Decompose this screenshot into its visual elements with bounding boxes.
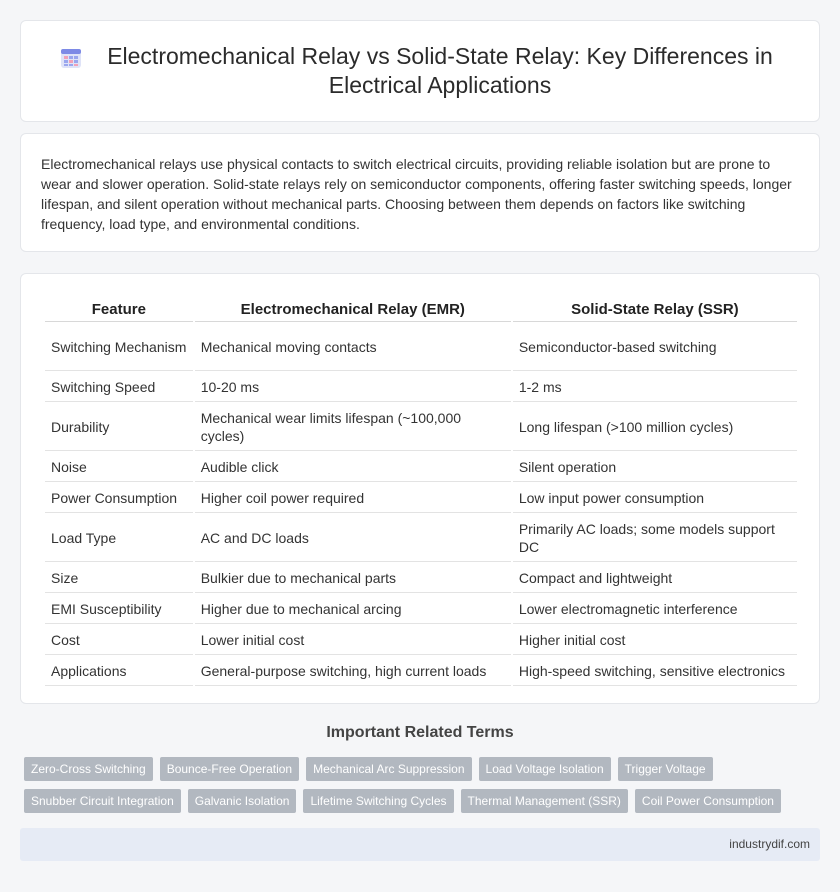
tag-galvanic-isolation[interactable]: Galvanic Isolation	[188, 789, 297, 813]
feature-cell: Switching Speed	[45, 373, 193, 402]
tag-thermal-management-ssr[interactable]: Thermal Management (SSR)	[461, 789, 628, 813]
table-row	[45, 515, 797, 562]
tag-trigger-voltage[interactable]: Trigger Voltage	[618, 757, 713, 781]
tag-zero-cross-switching[interactable]: Zero-Cross Switching	[24, 757, 153, 781]
emr-cell: Lower initial cost	[195, 626, 511, 655]
spreadsheet-icon	[60, 47, 82, 69]
table-row	[45, 626, 797, 655]
related-terms-tags	[24, 757, 814, 821]
table-row	[45, 404, 797, 451]
intro-paragraph: Electromechanical relays use physical contacts to switch electrical circuits, providing reliable isolation but are prone to wear and slower operation. Solid-state relays rely on semiconductor components, offering faster switching speeds, longer lifespan, and silent operation without mechanical parts. Choosing between them depends on factors like switching frequency, load type, and environmental conditions.	[41, 156, 792, 232]
ssr-cell: Higher initial cost	[513, 626, 797, 655]
tag-snubber-circuit-integration[interactable]: Snubber Circuit Integration	[24, 789, 181, 813]
feature-cell: EMI Susceptibility	[45, 595, 193, 624]
footer	[20, 828, 820, 861]
related-terms-section	[0, 724, 840, 755]
tag-row	[24, 757, 814, 781]
emr-cell: General-purpose switching, high current loads	[195, 657, 511, 686]
feature-cell: Load Type	[45, 515, 193, 562]
feature-cell: Power Consumption	[45, 484, 193, 513]
ssr-cell: Silent operation	[513, 453, 797, 482]
tag-mechanical-arc-suppression[interactable]: Mechanical Arc Suppression	[306, 757, 471, 781]
emr-cell: 10-20 ms	[195, 373, 511, 402]
feature-cell: Durability	[45, 404, 193, 451]
table-row	[45, 453, 797, 482]
feature-cell: Applications	[45, 657, 193, 686]
emr-cell: Higher due to mechanical arcing	[195, 595, 511, 624]
header-feature: Feature	[45, 296, 193, 322]
ssr-cell: Low input power consumption	[513, 484, 797, 513]
table-row	[45, 564, 797, 593]
tag-load-voltage-isolation[interactable]: Load Voltage Isolation	[479, 757, 611, 781]
footer-site-link[interactable]: industrydif.com	[729, 837, 810, 851]
table-row	[45, 484, 797, 513]
ssr-cell: Primarily AC loads; some models support DC	[513, 515, 797, 562]
intro-card	[20, 133, 820, 252]
ssr-cell: Semiconductor-based switching	[513, 324, 797, 371]
ssr-cell: Long lifespan (>100 million cycles)	[513, 404, 797, 451]
related-terms-title: Important Related Terms	[326, 724, 514, 741]
emr-cell: Higher coil power required	[195, 484, 511, 513]
feature-cell: Noise	[45, 453, 193, 482]
title-card	[20, 20, 820, 122]
feature-cell: Cost	[45, 626, 193, 655]
table-row	[45, 324, 797, 371]
feature-cell: Size	[45, 564, 193, 593]
comparison-table	[43, 294, 799, 688]
emr-cell: AC and DC loads	[195, 515, 511, 562]
page-title: Electromechanical Relay vs Solid-State Relay: Key Differences in Electrical Applications	[107, 43, 773, 98]
header-emr: Electromechanical Relay (EMR)	[195, 296, 511, 322]
ssr-cell: Lower electromagnetic interference	[513, 595, 797, 624]
tag-coil-power-consumption[interactable]: Coil Power Consumption	[635, 789, 781, 813]
table-row	[45, 657, 797, 686]
table-row	[45, 595, 797, 624]
table-header-row	[45, 296, 797, 322]
tag-row	[24, 789, 814, 813]
emr-cell: Mechanical moving contacts	[195, 324, 511, 371]
feature-cell: Switching Mechanism	[45, 324, 193, 371]
emr-cell: Mechanical wear limits lifespan (~100,000 cycles)	[195, 404, 511, 451]
header-ssr: Solid-State Relay (SSR)	[513, 296, 797, 322]
tag-lifetime-switching-cycles[interactable]: Lifetime Switching Cycles	[303, 789, 453, 813]
ssr-cell: 1-2 ms	[513, 373, 797, 402]
ssr-cell: High-speed switching, sensitive electronics	[513, 657, 797, 686]
emr-cell: Audible click	[195, 453, 511, 482]
emr-cell: Bulkier due to mechanical parts	[195, 564, 511, 593]
comparison-table-card	[20, 273, 820, 704]
tag-bounce-free-operation[interactable]: Bounce-Free Operation	[160, 757, 299, 781]
ssr-cell: Compact and lightweight	[513, 564, 797, 593]
table-row	[45, 373, 797, 402]
